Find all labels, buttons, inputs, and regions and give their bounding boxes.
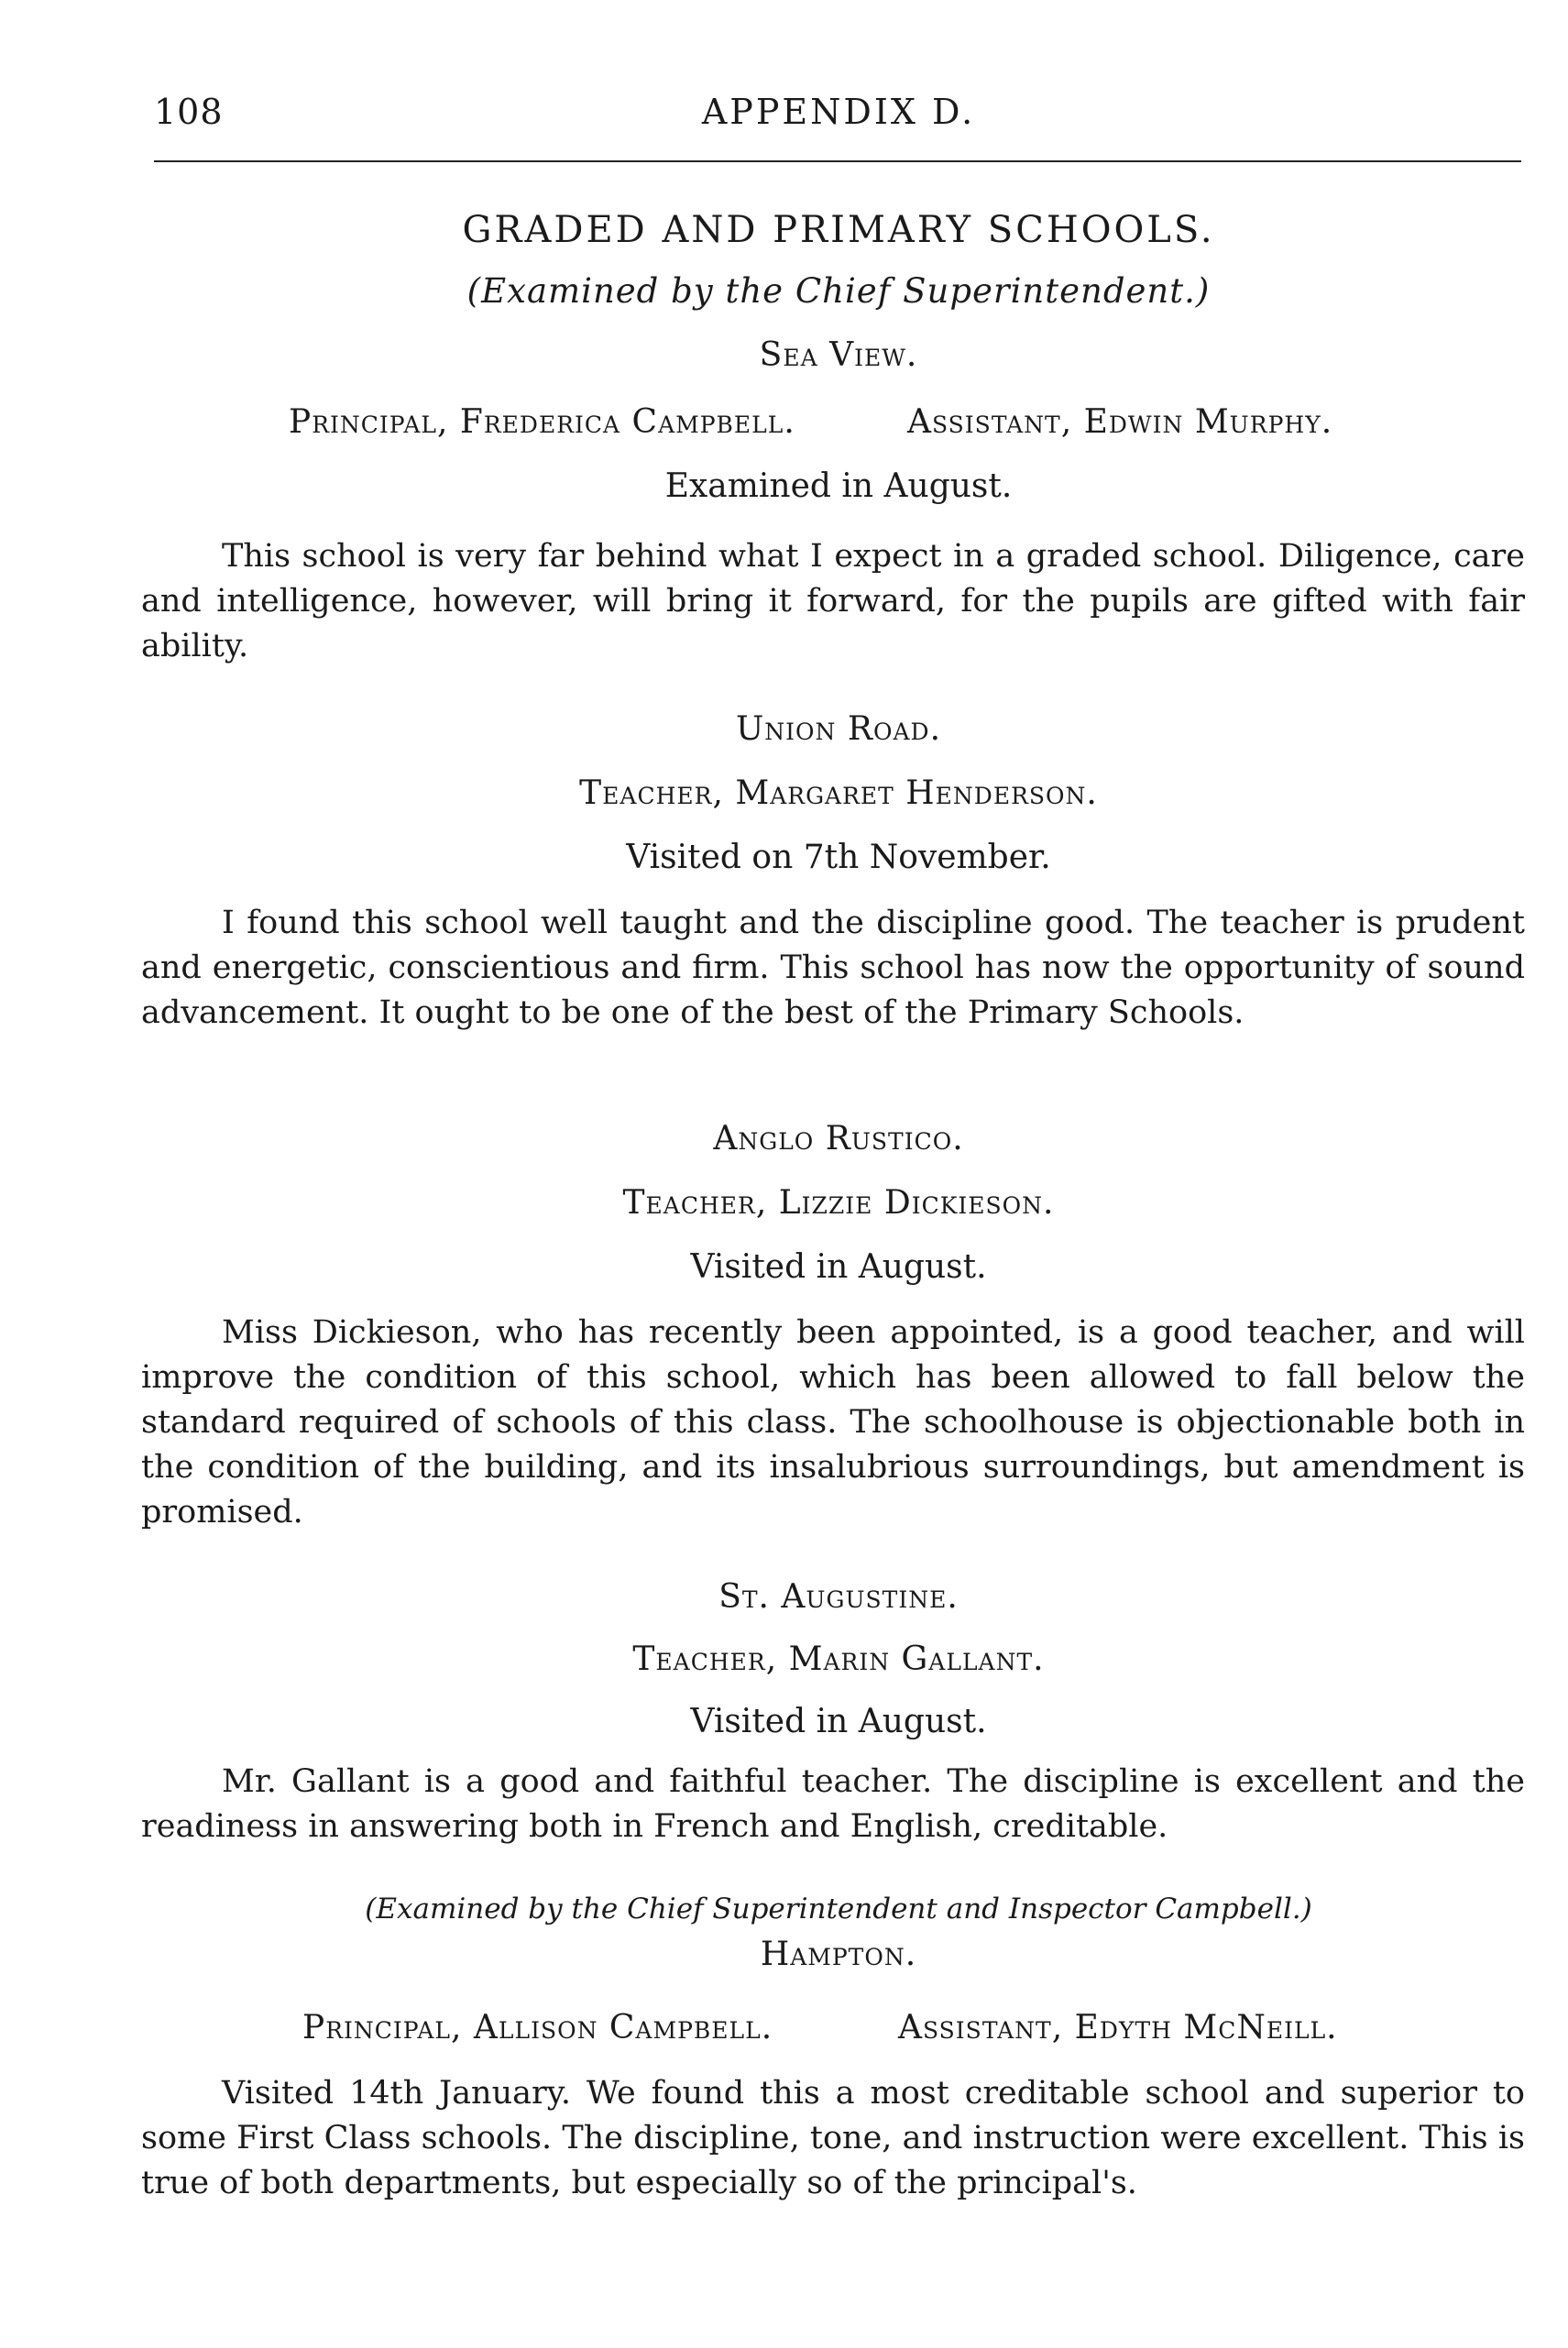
school-name-anglo-rustico: Anglo Rustico. (713, 1120, 964, 1158)
report-anglo-rustico: Miss Dickieson, who has recently been appointed, is a good teacher, and will improve the condition of this school, which has been allowed to fall below the standard required of schools of this class. The schoolhouse is objectionable both in the condition of the building, and its insalubrious surroundings, but amendment is promised. (141, 1314, 1525, 1531)
section-title: GRADED AND PRIMARY SCHOOLS. (462, 209, 1215, 251)
assistant-label: Assistant, Edyth McNeill. (898, 2009, 1338, 2046)
report-sea-view: This school is very far behind what I expect in a graded school. Diligence, care and intelligence, however, will bring it forward, for the pupils are gifted with fair ability. (141, 538, 1525, 664)
running-title: APPENDIX D. (701, 92, 976, 132)
assistant-label: Assistant, Edwin Murphy. (907, 403, 1333, 441)
principal-label: Principal, Allison Campbell. (302, 2009, 773, 2046)
status-anglo-rustico: Visited in August. (690, 1248, 987, 1286)
page-number: 108 (154, 92, 224, 132)
status-union-road: Visited on 7th November. (626, 839, 1051, 876)
header-rule (154, 160, 1521, 162)
teacher-union-road: Teacher, Margaret Henderson. (579, 774, 1098, 812)
teacher-st-augustine: Teacher, Marin Gallant. (632, 1640, 1045, 1678)
school-name-sea-view: Sea View. (759, 336, 918, 374)
report-union-road: I found this school well taught and the discipline good. The teacher is prudent and energetic, conscientious and firm. This school has now the opportunity of sound advancement. It ought to be one of the best of the Primary Schools. (141, 905, 1525, 1031)
page-header (137, 92, 1540, 137)
school-name-hampton: Hampton. (760, 1936, 917, 1973)
principal-label: Principal, Frederica Campbell. (289, 403, 795, 441)
report-hampton: Visited 14th January. We found this a most creditable school and superior to some First Class schools. The discipline, tone, and instruction were excellent. This is true of both departments, but especially so of the principal's. (141, 2075, 1525, 2201)
examined-by-note: (Examined by the Chief Superintendent.) (466, 271, 1211, 311)
examined-by-note-hampton: (Examined by the Chief Superintendent and Inspector Campbell.) (365, 1893, 1312, 1926)
school-name-st-augustine: St. Augustine. (718, 1578, 959, 1616)
report-st-augustine: Mr. Gallant is a good and faithful teacher. The discipline is excellent and the readiness in answering both in French and English, creditable. (141, 1763, 1525, 1845)
status-st-augustine: Visited in August. (690, 1703, 987, 1740)
status-sea-view: Examined in August. (664, 467, 1013, 505)
teacher-anglo-rustico: Teacher, Lizzie Dickieson. (622, 1184, 1055, 1222)
school-name-union-road: Union Road. (735, 710, 942, 748)
